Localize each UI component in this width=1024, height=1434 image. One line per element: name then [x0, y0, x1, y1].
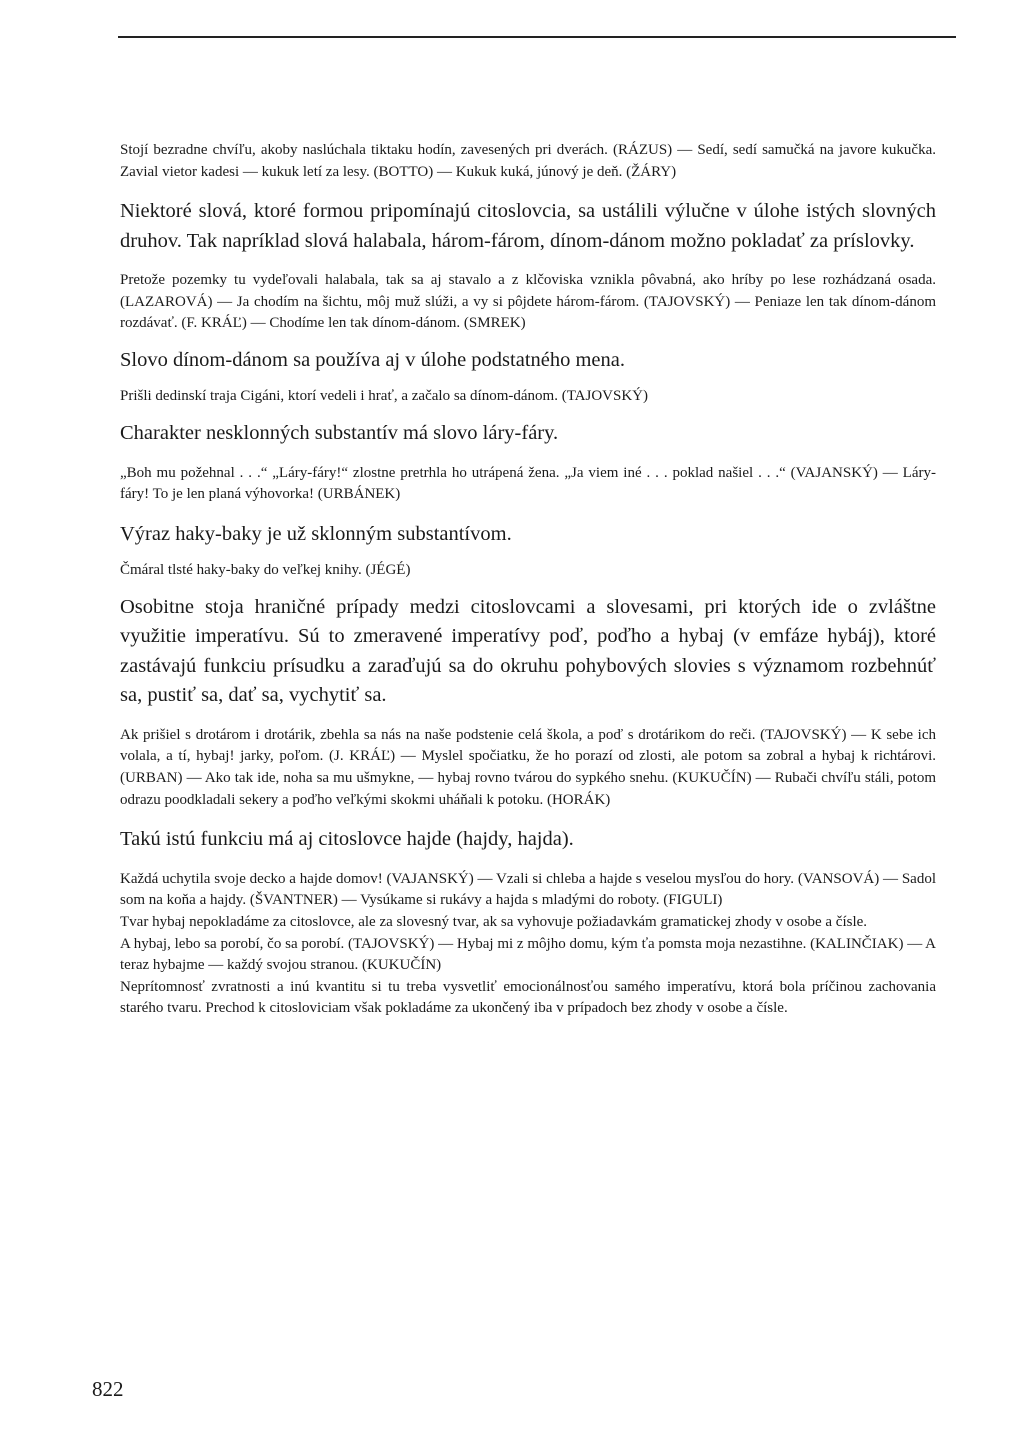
example-paragraph: A hybaj, lebo sa porobí, čo sa porobí. (TAJOVSKÝ) — Hybaj mi z môjho domu, kým ťa pomsta moja nezastihne. (KALINČIAK) — A teraz hybajme — každý svojou stranou. (KUKUČÍN) [120, 935, 936, 974]
body-paragraph: Takú istú funkciu má aj citoslovce hajde (hajdy, hajda). [120, 828, 574, 851]
example-paragraph: „Boh mu požehnal . . .“ „Láry-fáry!“ zlostne pretrhla ho utrápená žena. „Ja viem iné . . . poklad našiel . . .“ (VAJANSKÝ) — Láry-fáry! To je len planá výhovorka! (URBÁNEK) [120, 464, 936, 503]
page-content [120, 140, 936, 1020]
example-paragraph: Čmáral tlsté haky-baky do veľkej knihy. (JÉGÉ) [120, 562, 411, 579]
example-paragraph: Pretože pozemky tu vydeľovali halabala, tak sa aj stavalo a z klčoviska vznikla pôvabná, ako hríby po lese rozhádzaná osada. (LAZAROVÁ) — Ja chodím na šichtu, môj muž slúži, a vy si pôjdete három-fárom. (TAJOVSKÝ) — Peniaze len tak dínom-dánom rozdávať. (F. KRÁĽ) — Chodíme len tak dínom-dánom. (SMREK) [120, 272, 936, 332]
body-paragraph: Charakter nesklonných substantív má slovo láry-fáry. [120, 422, 559, 445]
example-paragraph: Tvar hybaj nepokladáme za citoslovce, ale za slovesný tvar, ak sa vyhovuje požiadavkám gramatickej zhody v osobe a čísle. [120, 913, 868, 930]
header-rule [118, 36, 956, 38]
body-paragraph: Výraz haky-baky je už sklonným substantívom. [120, 522, 512, 545]
example-paragraph: Prišli dedinskí traja Cigáni, ktorí vedeli i hrať, a začalo sa dínom-dánom. (TAJOVSKÝ) [120, 388, 649, 405]
example-paragraph: Neprítomnosť zvratnosti a inú kvantitu si tu treba vysvetliť emocionálnosťou samého imperatívu, ktorá bola príčinou zachovania starého tvaru. Prechod k citosloviciam však pokladáme za ukončený iba v prípadoch bez zhody v osobe a čísle. [120, 978, 936, 1017]
page-number: 822 [92, 1377, 124, 1401]
body-paragraph: Slovo dínom-dánom sa používa aj v úlohe podstatného mena. [120, 348, 626, 371]
body-paragraph: Niektoré slová, ktoré formou pripomínajú citoslovcia, sa ustálili výlučne v úlohe istých slovných druhov. Tak napríklad slová halabala, három-fárom, dínom-dánom možno pokladať za príslovky. [120, 200, 936, 252]
example-paragraph: Ak prišiel s drotárom i drotárik, zbehla sa nás na naše podstenie celá škola, a poď s drotárikom do reči. (TAJOVSKÝ) — K sebe ich volala, a tí, hybaj! jarky, poľom. (J. KRÁĽ) — Myslel spočiatku, že ho porazí od zlosti, ale potom sa zobral a hybaj k richtárovi. (URBAN) — Ako tak ide, noha sa mu ušmykne, — hybaj rovno tvárou do sypkého snehu. (KUKUČÍN) — Rubači chvíľu stáli, potom odrazu poodkladali sekery a poďho veľkými skokmi uháňali k potoku. (HORÁK) [120, 726, 936, 808]
body-paragraph: Osobitne stoja hraničné prípady medzi citoslovcami a slovesami, pri ktorých ide o zvláštne využitie imperatívu. Sú to zmeravené imperatívy poď, poďho a hybaj (v emfáze hybáj), ktoré zastávajú funkciu prísudku a zaraďujú sa do okruhu pohybových slovies s významom rozbehnúť sa, pustiť sa, dať sa, vychytiť sa. [120, 595, 936, 707]
example-paragraph: Stojí bezradne chvíľu, akoby naslúchala tiktaku hodín, zavesených pri dverách. (RÁZUS) — Sedí, sedí samučká na javore kukučka. Zavial vietor kadesi — kukuk letí za lesy. (BOTTO) — Kukuk kuká, júnový je deň. (ŽÁRY) [120, 142, 936, 180]
example-paragraph: Každá uchytila svoje decko a hajde domov! (VAJANSKÝ) — Vzali si chleba a hajde s veselou mysľou do hory. (VANSOVÁ) — Sadol som na koňa a hajdy. (ŠVANTNER) — Vysúkame si rukávy a hajda s mladými do roboty. (FIGULI) [120, 870, 936, 909]
